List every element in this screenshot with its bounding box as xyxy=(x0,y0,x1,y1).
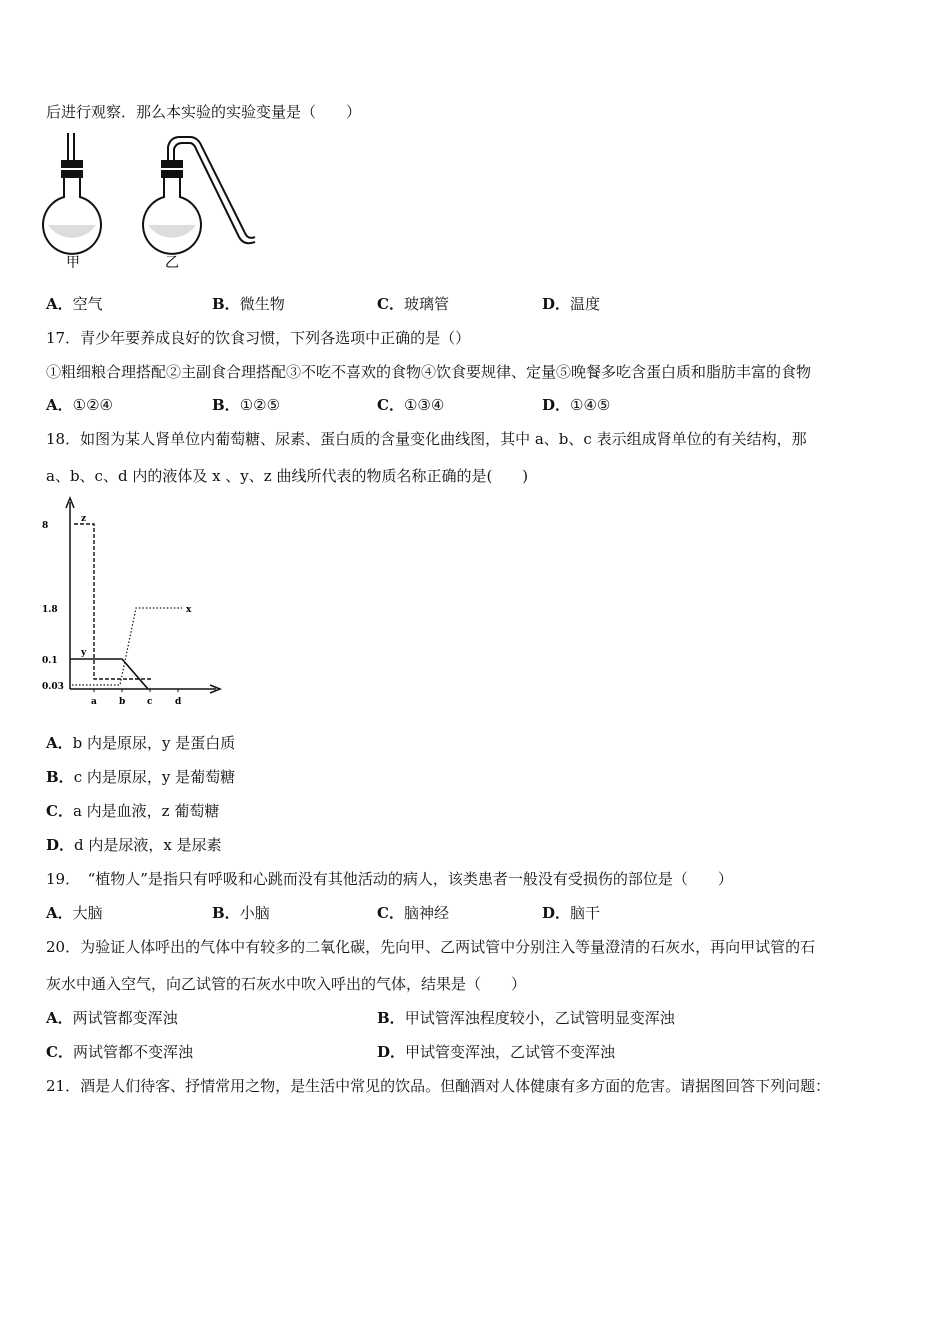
q20-option-c[interactable]: C．两试管都不变浑浊 xyxy=(46,1043,193,1061)
y-tick-label: 0.03 xyxy=(42,682,64,692)
q19-stem: 19． “植物人”是指只有呼吸和心跳而没有其他活动的病人，该类患者一般没有受损伤的部位是（ ） xyxy=(46,870,733,888)
q19-option-d[interactable]: D．脑干 xyxy=(542,904,601,922)
q16-option-d[interactable]: D．温度 xyxy=(542,295,601,313)
q18-stem-line2: a、b、c、d 内的液体及 x 、y、z 曲线所代表的物质名称正确的是( ) xyxy=(46,467,529,485)
q17-option-d[interactable]: D．①④⑤ xyxy=(542,396,611,414)
q20-option-b[interactable]: B．甲试管浑浊程度较小，乙试管明显变浑浊 xyxy=(377,1009,675,1027)
kidney-chart xyxy=(40,494,230,710)
q16-stem-tail: 后进行观察．那么本实验的实验变量是（ ） xyxy=(46,103,362,121)
y-tick-label: 1.8 xyxy=(42,605,58,615)
series-z-label: z xyxy=(81,514,87,524)
q20-option-d[interactable]: D．甲试管变浑浊，乙试管不变浑浊 xyxy=(377,1043,616,1061)
x-tick-label: a xyxy=(91,697,97,707)
q20-option-a[interactable]: A．两试管都变浑浊 xyxy=(46,1009,178,1027)
q17-stem: 17．青少年要养成良好的饮食习惯，下列各选项中正确的是（） xyxy=(46,329,471,347)
q16-option-a[interactable]: A．空气 xyxy=(46,295,103,313)
q20-stem-line2: 灰水中通入空气，向乙试管的石灰水中吹入呼出的气体，结果是（ ） xyxy=(46,975,527,993)
q20-stem-line1: 20．为验证人体呼出的气体中有较多的二氧化碳，先向甲、乙两试管中分别注入等量澄清的石灰水，再向甲试管的石 xyxy=(46,938,816,956)
q17-option-c[interactable]: C．①③④ xyxy=(377,396,445,414)
q18-stem-line1: 18．如图为某人肾单位内葡萄糖、尿素、蛋白质的含量变化曲线图，其中 a、b、c 表示组成肾单位的有关结构，那 xyxy=(46,430,807,448)
series-x-line xyxy=(72,608,182,685)
x-tick-label: d xyxy=(175,697,182,707)
x-tick-label: b xyxy=(119,697,126,707)
flask-label-jia: 甲 xyxy=(66,255,80,271)
q18-option-b[interactable]: B．c 内是原尿，y 是葡萄糖 xyxy=(46,768,236,786)
q17-option-a[interactable]: A．①②④ xyxy=(46,396,113,414)
q18-option-a[interactable]: A．b 内是原尿，y 是蛋白质 xyxy=(46,734,236,752)
q21-stem: 21．酒是人们待客、抒情常用之物，是生活中常见的饮品。但酗酒对人体健康有多方面的危害。请据图回答下列问题： xyxy=(46,1077,831,1095)
q17-items: ①粗细粮合理搭配②主副食合理搭配③不吃不喜欢的食物④饮食要规律、定量⑤晚餐多吃含蛋白质和脂肪丰富的食物 xyxy=(46,363,812,381)
flask-jia xyxy=(43,133,101,254)
q17-option-b[interactable]: B．①②⑤ xyxy=(212,396,281,414)
flask-label-yi: 乙 xyxy=(165,255,179,271)
y-tick-label: 8 xyxy=(42,521,49,531)
flask-yi xyxy=(143,137,255,254)
series-y-line xyxy=(70,659,148,689)
y-tick-label: 0.1 xyxy=(42,656,58,666)
flask-figure xyxy=(40,133,270,273)
q16-option-b[interactable]: B．微生物 xyxy=(212,295,285,313)
q18-option-c[interactable]: C．a 内是血液，z 葡萄糖 xyxy=(46,802,220,820)
q19-option-b[interactable]: B．小脑 xyxy=(212,904,270,922)
q19-option-c[interactable]: C．脑神经 xyxy=(377,904,449,922)
q16-option-c[interactable]: C．玻璃管 xyxy=(377,295,449,313)
series-x-label: x xyxy=(186,605,192,615)
q18-option-d[interactable]: D．d 内是尿液，x 是尿素 xyxy=(46,836,222,854)
q19-option-a[interactable]: A．大脑 xyxy=(46,904,103,922)
x-tick-label: c xyxy=(147,697,153,707)
series-y-label: y xyxy=(81,648,87,658)
